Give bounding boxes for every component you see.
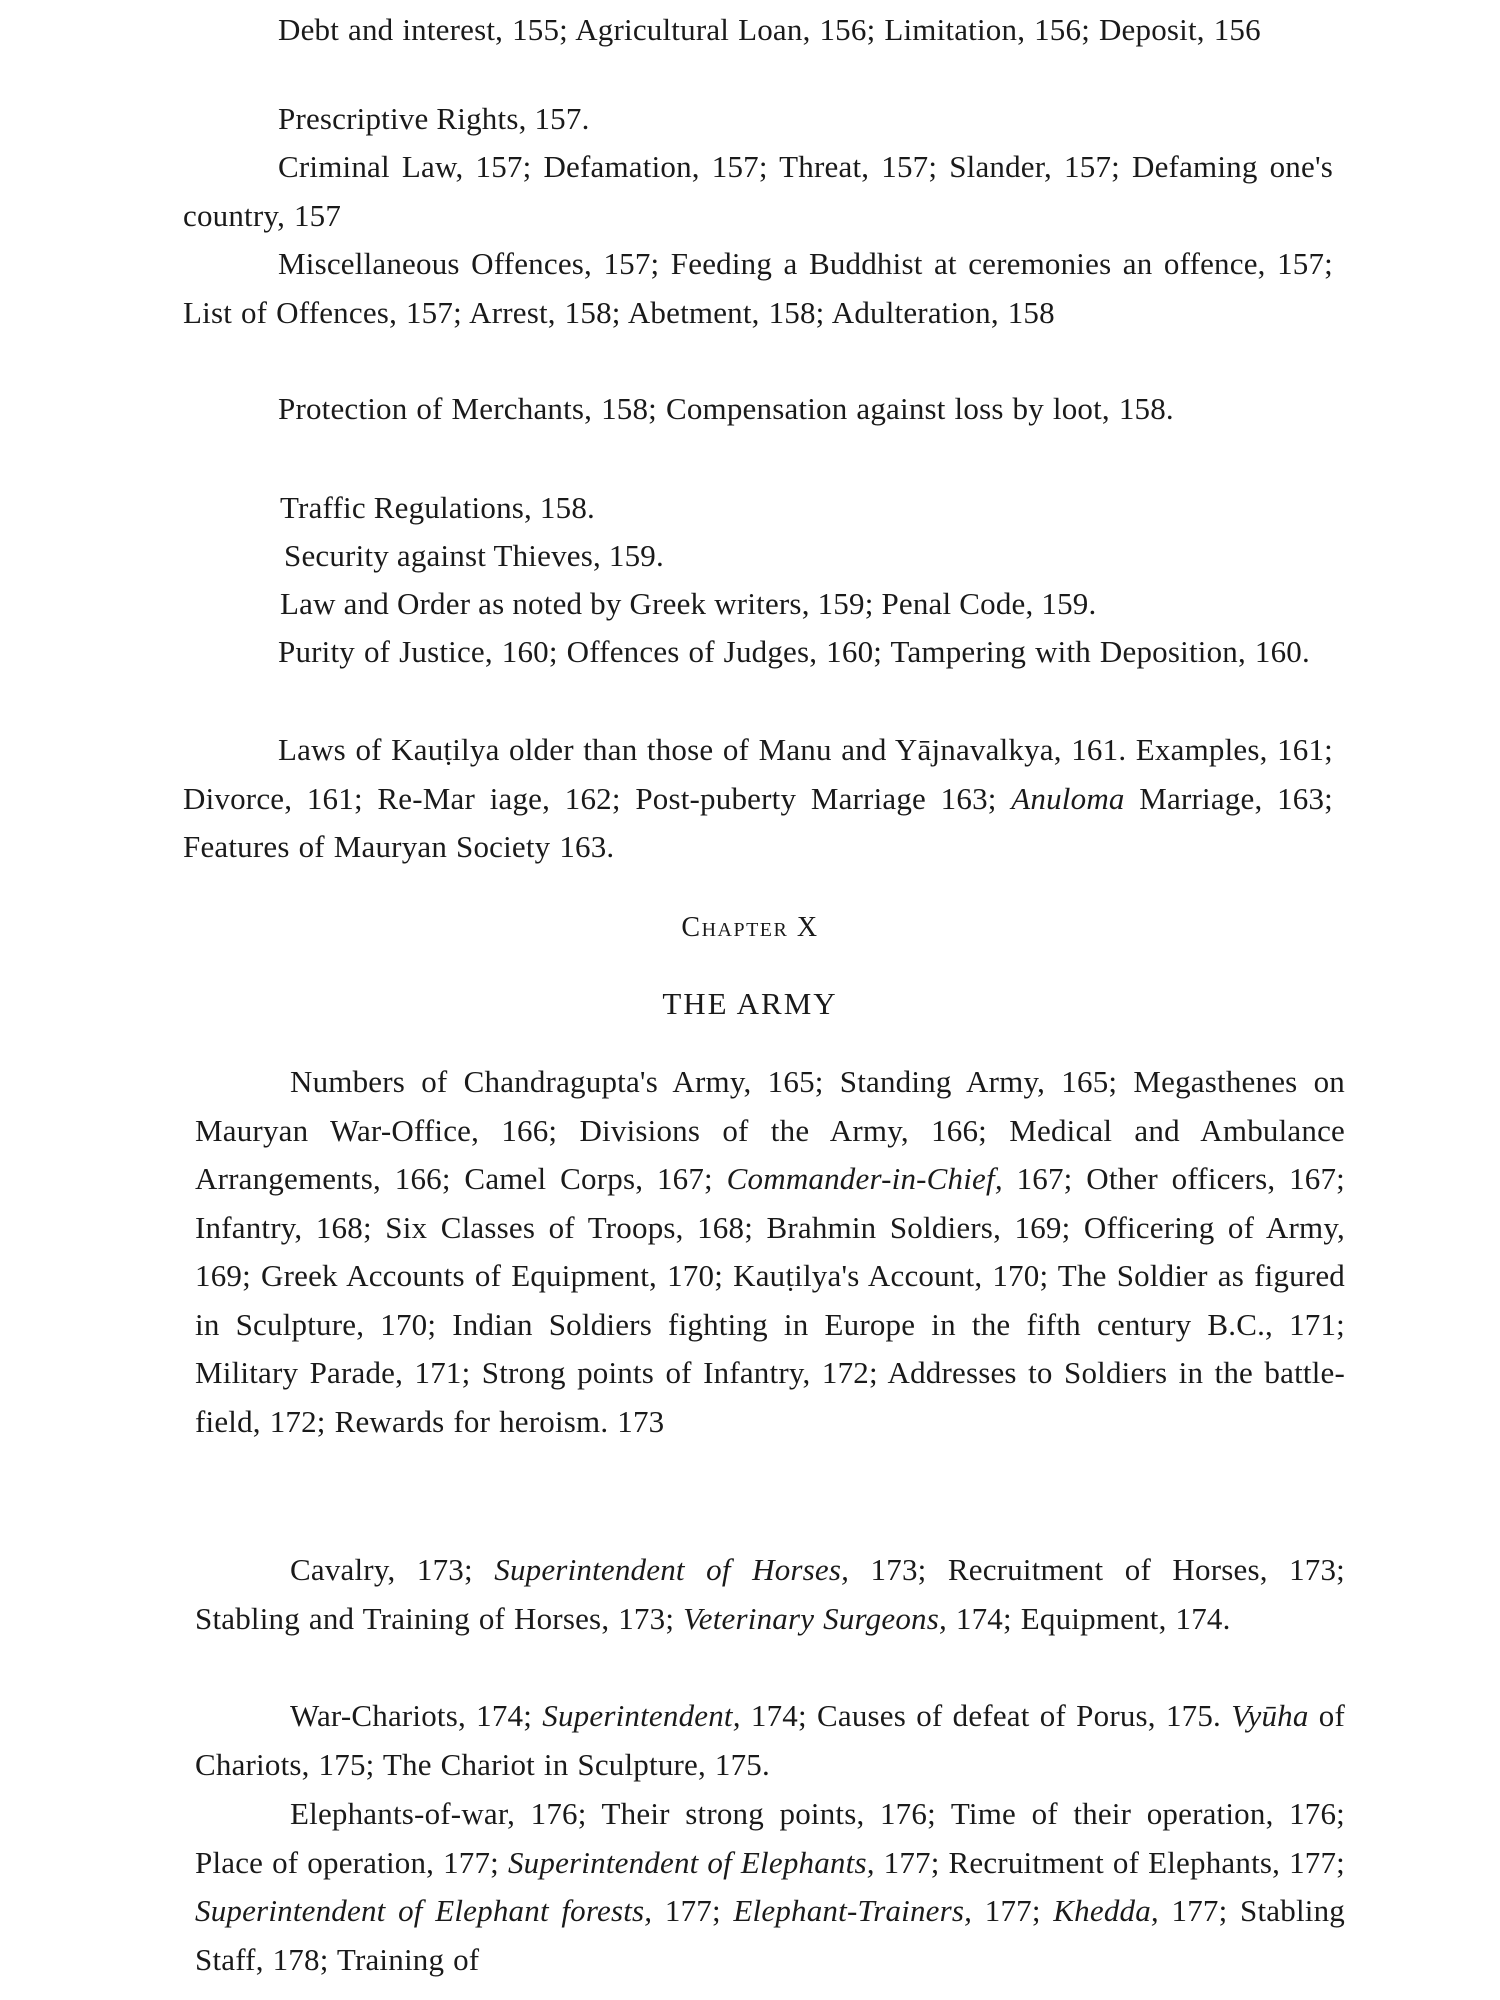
entry-text: Purity of Justice, 160; Offences of Judges, 160; Tampering with Deposition, 160.: [278, 634, 1310, 669]
entry-text-italic: Elephant-Trainers,: [733, 1893, 973, 1928]
entry-text: 174; Equipment, 174.: [946, 1600, 1231, 1636]
index-entry-justice: [183, 628, 1333, 677]
index-entry-debt: [183, 6, 1333, 55]
index-entry-thieves: [284, 532, 664, 581]
entry-text: Criminal Law, 157; Defamation, 157; Threat, 157; Slander, 157; Defaming one's country, 157: [183, 149, 1333, 233]
entry-text-italic: Anuloma: [1011, 780, 1125, 816]
entry-text: Traffic Regulations, 158.: [280, 490, 595, 525]
entry-text: Marriage, 163; Features of Mauryan Society 163.: [183, 780, 1333, 864]
entry-text: 177; Recruitment of Elephants, 177;: [874, 1844, 1345, 1880]
entry-text: 177;: [972, 1893, 1054, 1928]
entry-text-italic: Superintendent of Horses,: [494, 1552, 850, 1587]
index-entry-elephants: [195, 1790, 1345, 1984]
entry-text: War-Chariots, 174;: [290, 1698, 543, 1733]
index-entry-merchants: [183, 385, 1333, 434]
index-entry-numbers: [195, 1058, 1345, 1446]
index-entry-criminal: [183, 143, 1333, 240]
entry-text-italic: Superintendent of Elephants,: [507, 1844, 875, 1880]
entry-text-italic: Superintendent,: [542, 1698, 741, 1733]
entry-text: Cavalry, 173;: [290, 1552, 495, 1587]
entry-text: Security against Thieves, 159.: [284, 538, 664, 573]
index-entry-prescriptive: [278, 95, 590, 144]
entry-text-italic: Veterinary Surgeons,: [683, 1600, 947, 1636]
index-entry-law-order: [280, 580, 1096, 629]
entry-text-italic: Superintendent of Elephant forests,: [195, 1893, 653, 1928]
entry-text-italic: Commander-in-Chief,: [726, 1161, 1003, 1196]
entry-text: of Chariots, 175; The Chariot in Sculpture, 175.: [195, 1698, 1345, 1782]
index-entry-traffic: [280, 484, 595, 533]
entry-text: Numbers of Chandragupta's Army, 165; Standing Army, 165; Megasthenes on Mauryan War-Office, 166; Divisions of the Army, 166; Medical and Ambulance Arrangements, 166; Camel Corps, 167;: [195, 1064, 1345, 1196]
entry-text: 167; Other officers, 167; Infantry, 168; Six Classes of Troops, 168; Brahmin Soldiers, 169; Officering of Army, 169; Greek Accounts of Equipment, 170; Kauṭilya's Account, 170; The Soldier as figured in Sculpture, 170; Indian Soldiers fighting in Europe in the fifth century B.C., 171; Military Parade, 171; Strong points of Infantry, 172; Addresses to Soldiers in the battle-field, 172; Rewards for heroism. 173: [195, 1161, 1345, 1439]
entry-text-italic: Khedda,: [1053, 1893, 1159, 1928]
entry-text: Prescriptive Rights, 157.: [278, 101, 590, 136]
entry-text: 177;: [652, 1893, 734, 1928]
entry-text: Laws of Kauṭilya older than those of Manu and Yājnavalkya, 161. Examples, 161; Divorce, 161; Re-Mar iage, 162; Post-puberty Marriage 163;: [183, 732, 1333, 816]
entry-text: Protection of Merchants, 158; Compensation against loss by loot, 158.: [278, 391, 1174, 426]
entry-text: 174; Causes of defeat of Porus, 175.: [740, 1698, 1232, 1733]
entry-text: Elephants-of-war, 176; Their strong points, 176; Time of their operation, 176; Place of operation, 177;: [195, 1796, 1345, 1880]
entry-text: Law and Order as noted by Greek writers, 159; Penal Code, 159.: [280, 586, 1097, 621]
entry-text: Miscellaneous Offences, 157; Feeding a Buddhist at ceremonies an offence, 157; List of Offences, 157; Arrest, 158; Abetment, 158; Adulteration, 158: [183, 246, 1333, 330]
entry-text-italic: Vyūha: [1231, 1698, 1309, 1733]
index-entry-cavalry: [195, 1546, 1345, 1643]
chapter-title: THE ARMY: [662, 986, 838, 1021]
index-entry-chariots: [195, 1692, 1345, 1789]
entry-text: 173; Recruitment of Horses, 173; Stabling and Training of Horses, 173;: [195, 1552, 1345, 1636]
entry-text: Debt and interest, 155; Agricultural Loan, 156; Limitation, 156; Deposit, 156: [278, 12, 1261, 47]
index-entry-kautilya: [183, 726, 1333, 872]
chapter-label: Chapter X: [681, 912, 819, 943]
index-entry-misc: [183, 240, 1333, 337]
entry-text: 177; Stabling Staff, 178; Training of: [195, 1893, 1345, 1977]
